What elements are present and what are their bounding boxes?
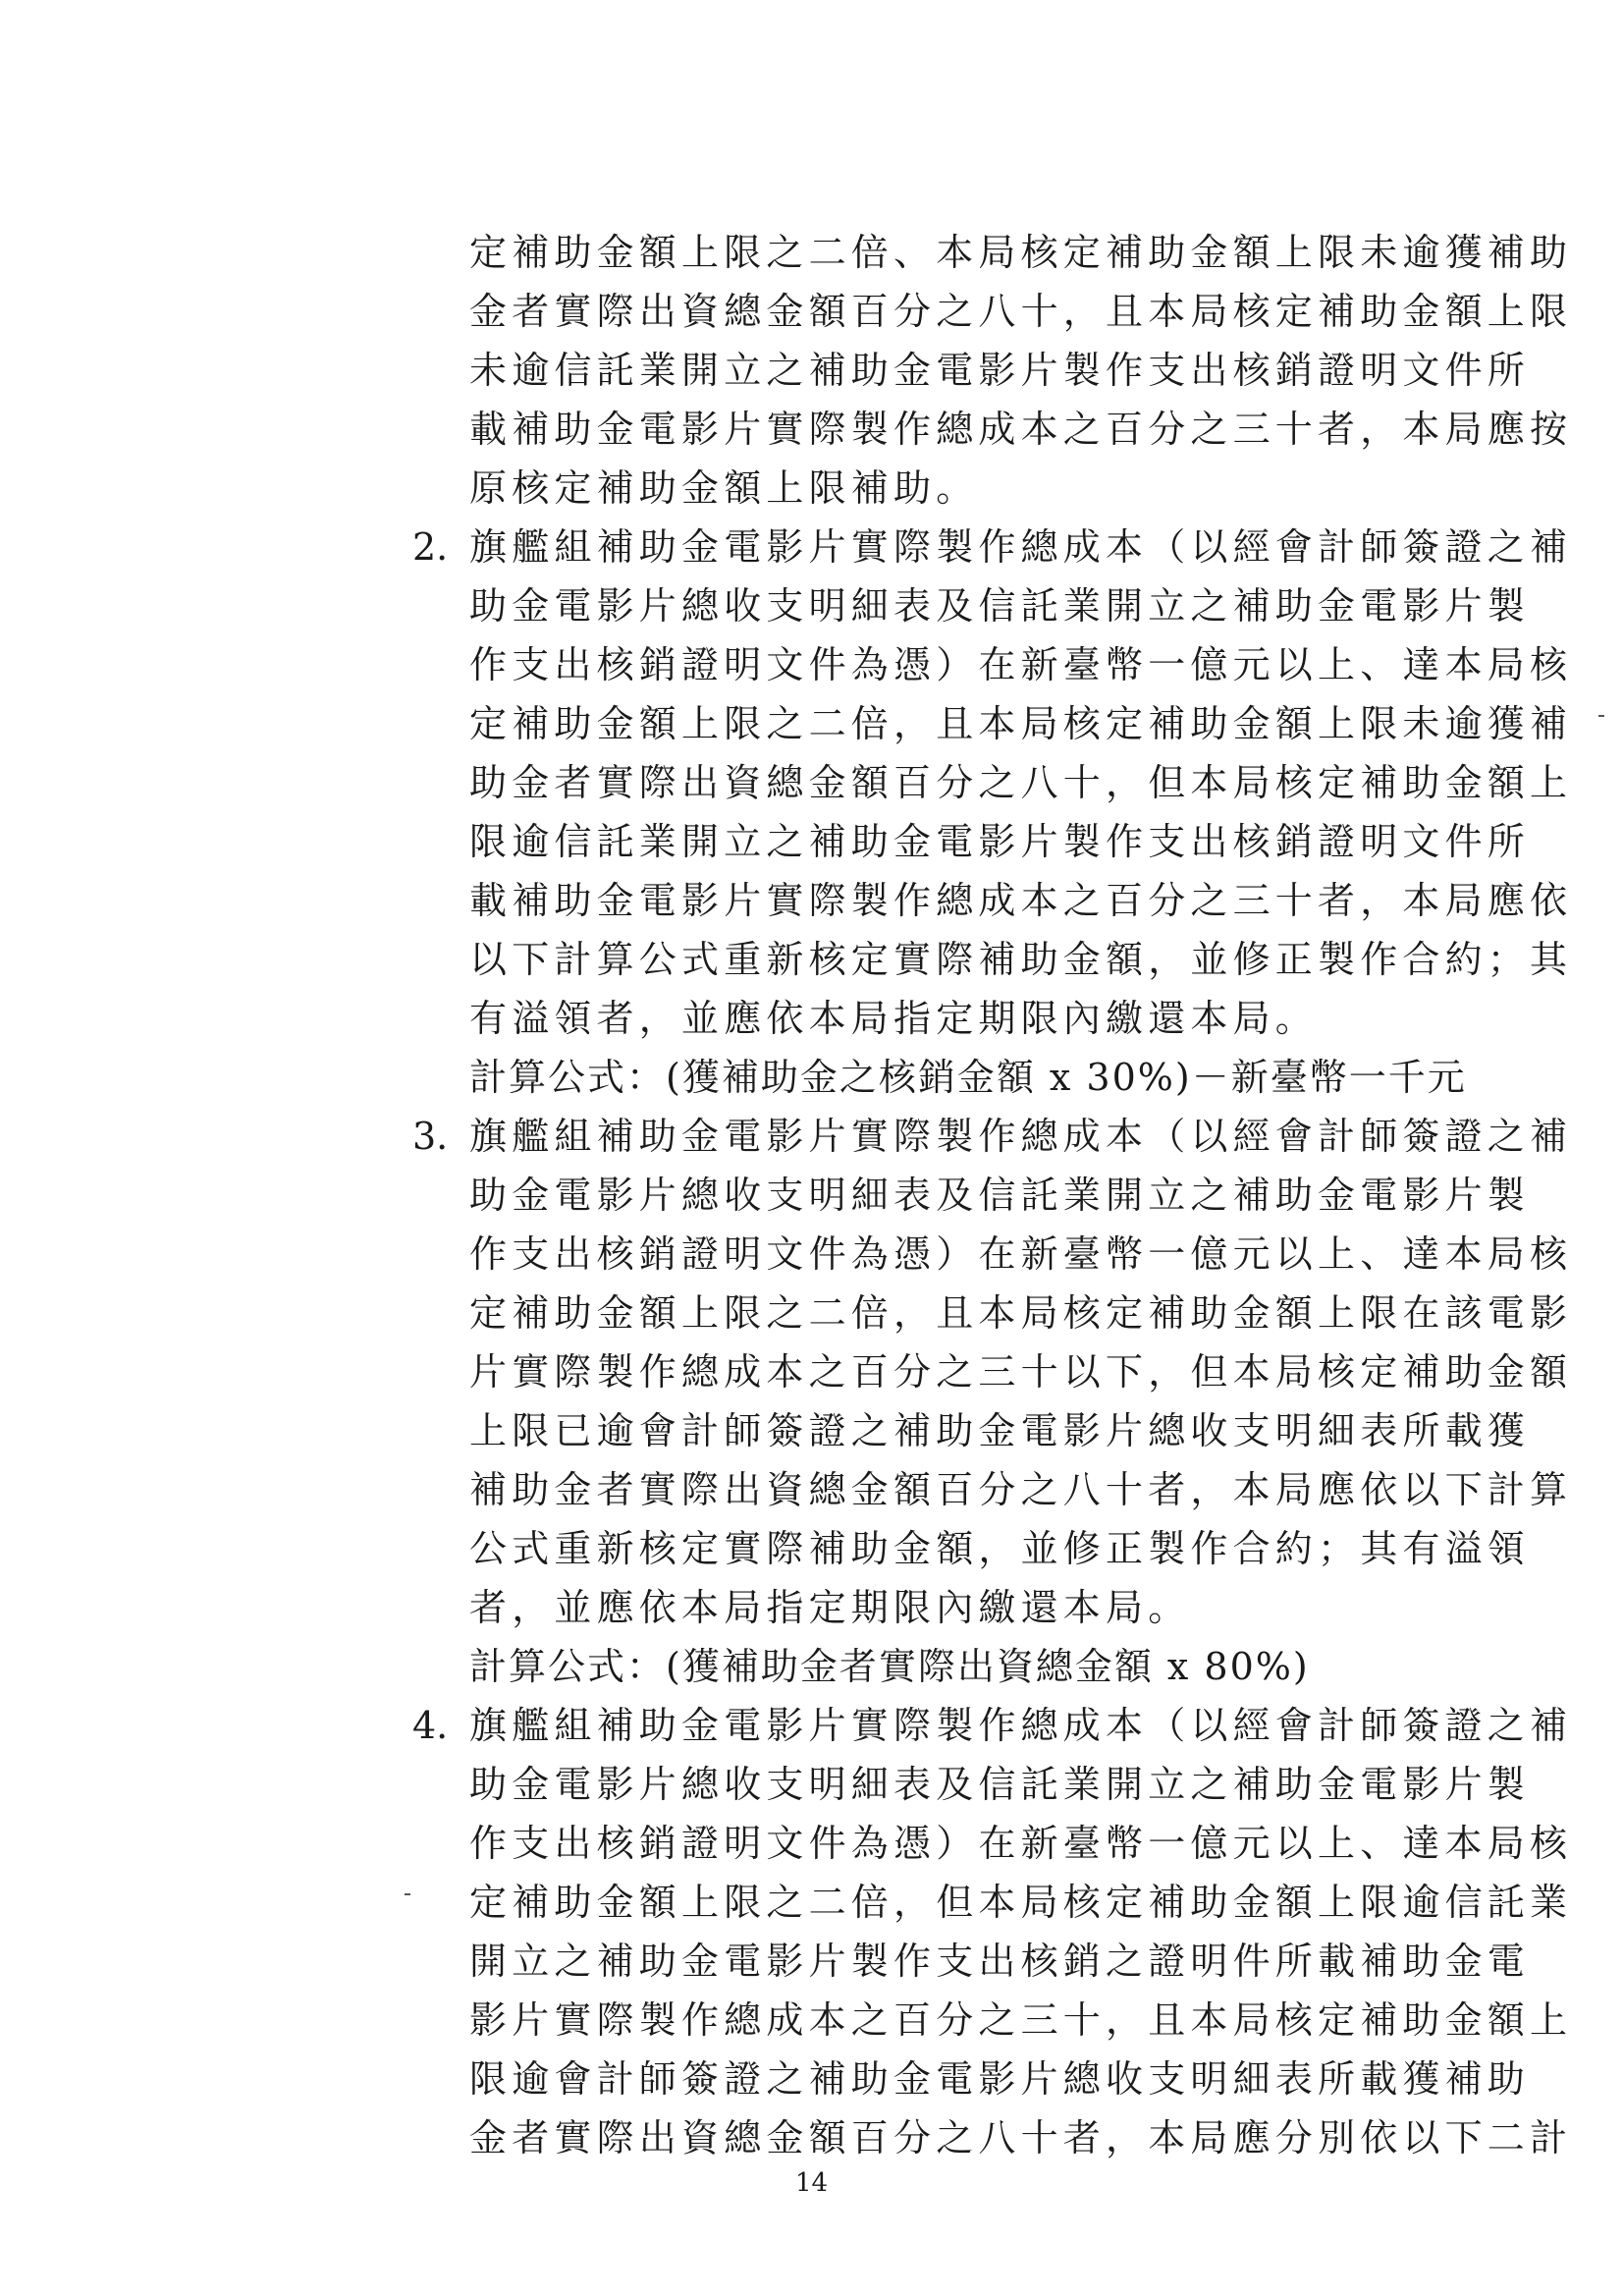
text-line: 定補助金額上限之二倍，且本局核定補助金額上限未逾獲補 — [469, 702, 1573, 745]
text-line: 作支出核銷證明文件為憑）在新臺幣一億元以上、達本局核 — [469, 643, 1573, 686]
text-line: 載補助金電影片實際製作總成本之百分之三十者，本局應依 — [469, 879, 1573, 922]
text-line: 上限已逾會計師簽證之補助金電影片總收支明細表所載獲 — [469, 1409, 1531, 1452]
formula-line: 計算公式：(獲補助金之核銷金額 x 30%)－新臺幣一千元 — [469, 1056, 1467, 1099]
text-line: 限逾會計師簽證之補助金電影片總收支明細表所載獲補助 — [469, 2057, 1531, 2101]
text-line: 定補助金額上限之二倍、本局核定補助金額上限未逾獲補助 — [469, 231, 1573, 274]
page-number: 14 — [794, 2168, 829, 2198]
text-line: 影片實際製作總成本之百分之三十，且本局核定補助金額上 — [469, 1998, 1573, 2042]
text-line: 助金者實際出資總金額百分之八十，但本局核定補助金額上 — [469, 761, 1573, 804]
text-line: 有溢領者，並應依本局指定期限內繳還本局。 — [469, 997, 1319, 1040]
text-line: 公式重新核定實際補助金額，並修正製作合約；其有溢領 — [469, 1527, 1531, 1570]
scan-speck — [1598, 715, 1604, 717]
text-line: 助金電影片總收支明細表及信託業開立之補助金電影片製 — [469, 1763, 1531, 1806]
text-line: 以下計算公式重新核定實際補助金額，並修正製作合約；其 — [469, 938, 1573, 981]
scan-speck — [405, 1893, 410, 1895]
text-line: 載補助金電影片實際製作總成本之百分之三十者，本局應按 — [469, 408, 1573, 451]
text-line: 者，並應依本局指定期限內繳還本局。 — [469, 1586, 1191, 1629]
text-line: 金者實際出資總金額百分之八十，且本局核定補助金額上限 — [469, 290, 1573, 333]
text-line: 旗艦組補助金電影片實際製作總成本（以經會計師簽證之補 — [469, 1115, 1573, 1158]
text-line: 未逾信託業開立之補助金電影片製作支出核銷證明文件所 — [469, 349, 1531, 392]
text-line: 片實際製作總成本之百分之三十以下，但本局核定補助金額 — [469, 1350, 1573, 1394]
text-line: 旗艦組補助金電影片實際製作總成本（以經會計師簽證之補 — [469, 525, 1573, 569]
text-line: 原核定補助金額上限補助。 — [469, 466, 979, 510]
text-line: 旗艦組補助金電影片實際製作總成本（以經會計師簽證之補 — [469, 1704, 1573, 1747]
text-line: 限逾信託業開立之補助金電影片製作支出核銷證明文件所 — [469, 820, 1531, 863]
item-number: 4. — [412, 1704, 449, 1747]
text-line: 金者實際出資總金額百分之八十者，本局應分別依以下二計 — [469, 2116, 1573, 2159]
text-line: 作支出核銷證明文件為憑）在新臺幣一億元以上、達本局核 — [469, 1232, 1573, 1276]
text-line: 作支出核銷證明文件為憑）在新臺幣一億元以上、達本局核 — [469, 1822, 1573, 1865]
text-line: 助金電影片總收支明細表及信託業開立之補助金電影片製 — [469, 1174, 1531, 1217]
item-number: 3. — [412, 1115, 449, 1158]
item-number: 2. — [412, 525, 449, 569]
formula-line: 計算公式：(獲補助金者實際出資總金額 x 80%) — [469, 1645, 1310, 1688]
text-line: 開立之補助金電影片製作支出核銷之證明件所載補助金電 — [469, 1940, 1531, 1983]
text-line: 定補助金額上限之二倍，但本局核定補助金額上限逾信託業 — [469, 1881, 1573, 1924]
text-line: 定補助金額上限之二倍，且本局核定補助金額上限在該電影 — [469, 1291, 1573, 1335]
text-line: 助金電影片總收支明細表及信託業開立之補助金電影片製 — [469, 584, 1531, 628]
text-line: 補助金者實際出資總金額百分之八十者，本局應依以下計算 — [469, 1468, 1573, 1511]
